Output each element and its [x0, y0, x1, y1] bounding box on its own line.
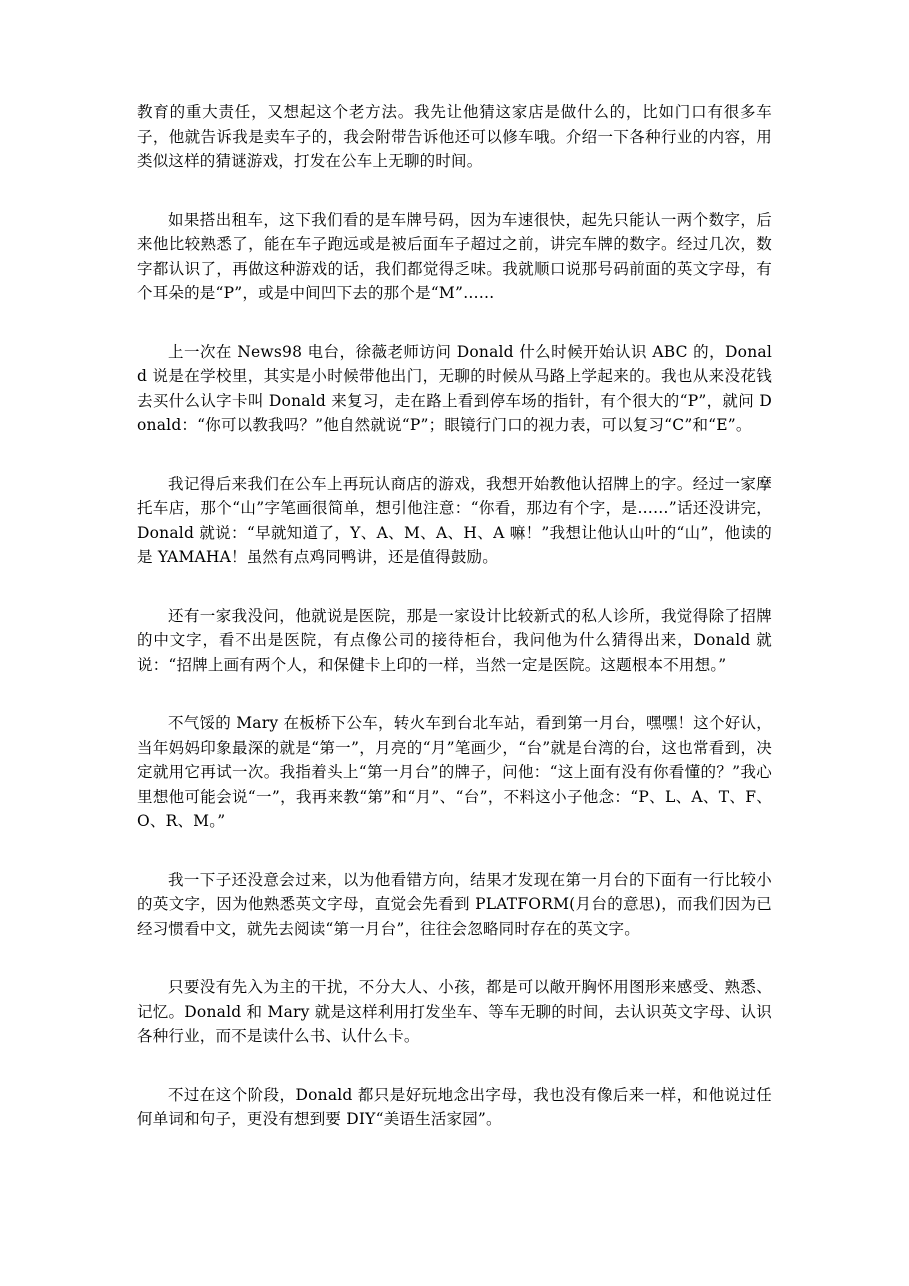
paragraph-8: 只要没有先入为主的干扰，不分大人、小孩，都是可以敞开胸怀用图形来感受、熟悉、记忆。Donald 和 Mary 就是这样利用打发坐车、等车无聊的时间，去认识英文字母、认识各种行业，而不是读什么书、认什么卡。: [137, 978, 772, 1045]
paragraph-6: 不气馁的 Mary 在板桥下公车，转火车到台北车站，看到第一月台，嘿嘿！这个好认，当年妈妈印象最深的就是“第一”，月亮的“月”笔画少，“台”就是台湾的台，这也常看到，决定就用它再试一次。我指着头上“第一月台”的牌子，问他：“这上面有没有你看懂的？”我心里想他可能会说“一”，我再来教“第”和“月”、“台”，不料这小子他念：“P、L、A、T、F、O、R、M。”: [137, 714, 772, 830]
paragraph-1: 教育的重大责任，又想起这个老方法。我先让他猜这家店是做什么的，比如门口有很多车子，他就告诉我是卖车子的，我会附带告诉他还可以修车哦。介绍一下各种行业的内容，用类似这样的猜谜游戏，打发在公车上无聊的时间。: [137, 103, 772, 170]
paragraph-7: 我一下子还没意会过来，以为他看错方向，结果才发现在第一月台的下面有一行比较小的英文字，因为他熟悉英文字母，直觉会先看到 PLATFORM(月台的意思)，而我们因为已经习惯看中文，就先去阅读“第一月台”，往往会忽略同时存在的英文字。: [137, 870, 772, 938]
paragraph-2: 如果搭出租车，这下我们看的是车牌号码，因为车速很快，起先只能认一两个数字，后来他比较熟悉了，能在车子跑远或是被后面车子超过之前，讲完车牌的数字。经过几次，数字都认识了，再做这种游戏的话，我们都觉得乏味。我就顺口说那号码前面的英文字母，有个耳朵的是“P”，或是中间凹下去的那个是“M”……: [137, 210, 772, 302]
paragraph-9: 不过在这个阶段，Donald 都只是好玩地念出字母，我也没有像后来一样，和他说过任何单词和句子，更没有想到要 DIY“美语生活家园”。: [137, 1085, 772, 1128]
document-body: [137, 100, 772, 1166]
paragraph-5: 还有一家我没问，他就说是医院，那是一家设计比较新式的私人诊所，我觉得除了招牌的中文字，看不出是医院，有点像公司的接待柜台，我问他为什么猜得出来，Donald 就说：“招牌上画有两个人，和保健卡上印的一样，当然一定是医院。这题根本不用想。”: [137, 606, 772, 674]
paragraph-3: 上一次在 News98 电台，徐薇老师访问 Donald 什么时候开始认识 ABC 的，Donald 说是在学校里，其实是小时候带他出门，无聊的时候从马路上学起来的。我也从来没花钱去买什么认字卡叫 Donald 来复习，走在路上看到停车场的指针，有个很大的“P”，就问 Donald：“你可以教我吗？”他自然就说“P”；眼镜行门口的视力表，可以复习“C”和“E”。: [137, 342, 772, 434]
paragraph-4: 我记得后来我们在公车上再玩认商店的游戏，我想开始教他认招牌上的字。经过一家摩托车店，那个“山”字笔画很简单，想引他注意：“你看，那边有个字，是……”话还没讲完，Donald 就说：“早就知道了，Y、A、M、A、H、A 嘛！”我想让他认山叶的“山”，他读的是 YAMAHA！虽然有点鸡同鸭讲，还是值得鼓励。: [137, 474, 772, 566]
